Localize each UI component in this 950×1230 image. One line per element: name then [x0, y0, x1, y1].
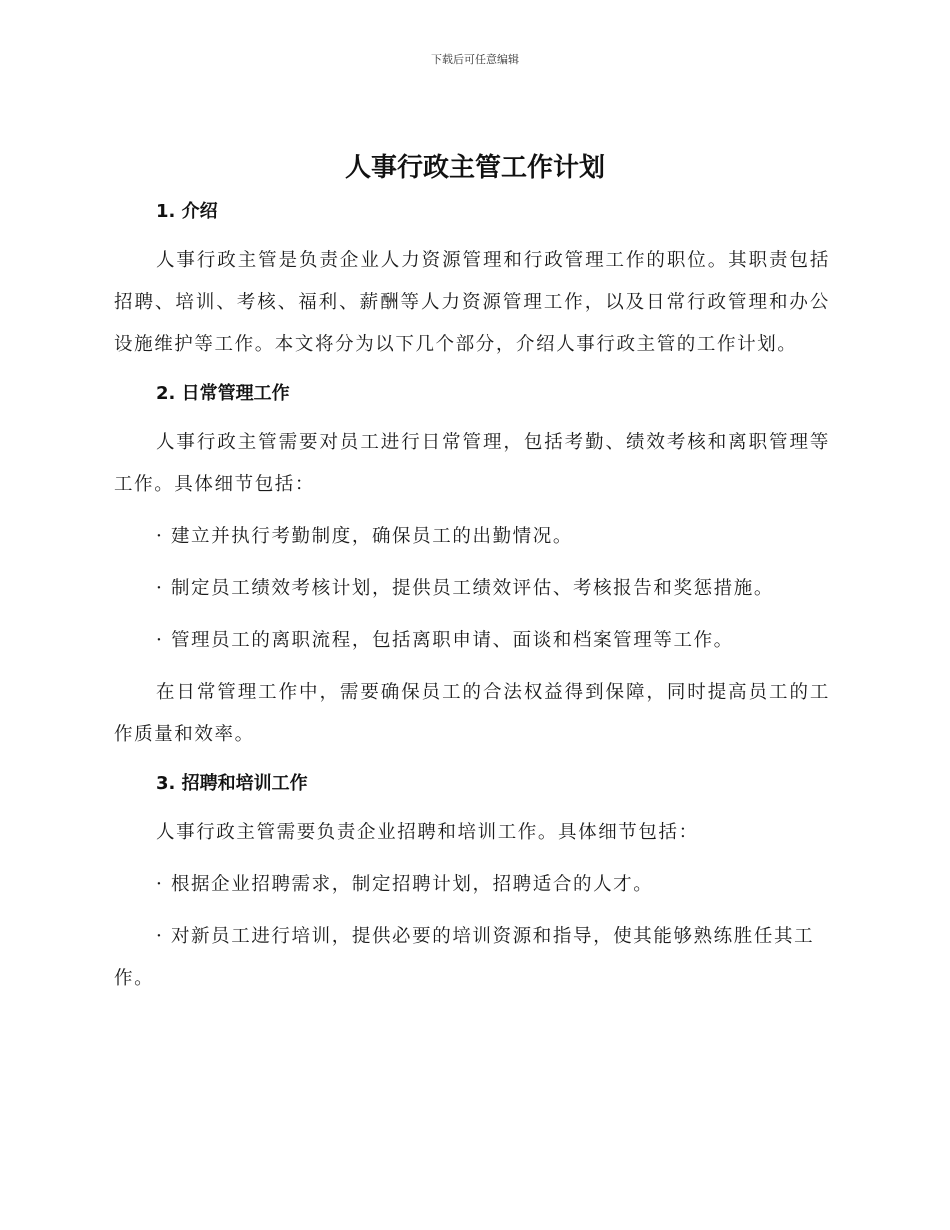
list-item: · 根据企业招聘需求，制定招聘计划，招聘适合的人才。 [156, 874, 654, 895]
paragraph: 人事行政主管需要对员工进行日常管理，包括考勤、绩效考核和离职管理等工作。具体细节包括： [114, 432, 830, 495]
list-item: · 建立并执行考勤制度，确保员工的出勤情况。 [156, 526, 573, 547]
section-heading: 3. 招聘和培训工作 [156, 773, 308, 794]
section-heading: 2. 日常管理工作 [156, 383, 290, 404]
paragraph: 人事行政主管需要负责企业招聘和培训工作。具体细节包括： [156, 822, 699, 843]
section-heading: 1. 介绍 [156, 201, 218, 222]
section-recruitment-training [114, 766, 830, 1000]
document-body [114, 194, 830, 1000]
section-introduction [114, 194, 830, 366]
paragraph: 在日常管理工作中，需要确保员工的合法权益得到保障，同时提高员工的工作质量和效率。 [114, 682, 830, 745]
list-item: · 管理员工的离职流程，包括离职申请、面谈和档案管理等工作。 [156, 630, 734, 651]
section-daily-management [114, 376, 830, 756]
list-item: · 制定员工绩效考核计划，提供员工绩效评估、考核报告和奖惩措施。 [156, 578, 774, 599]
paragraph: 人事行政主管是负责企业人力资源管理和行政管理工作的职位。其职责包括招聘、培训、考核、福利、薪酬等人力资源管理工作，以及日常行政管理和办公设施维护等工作。本文将分为以下几个部分，介绍人事行政主管的工作计划。 [114, 250, 830, 355]
list-item: · 对新员工进行培训，提供必要的培训资源和指导，使其能够熟练胜任其工作。 [114, 926, 815, 989]
header-note: 下载后可任意编辑 [431, 53, 519, 66]
document-title: 人事行政主管工作计划 [344, 153, 605, 183]
